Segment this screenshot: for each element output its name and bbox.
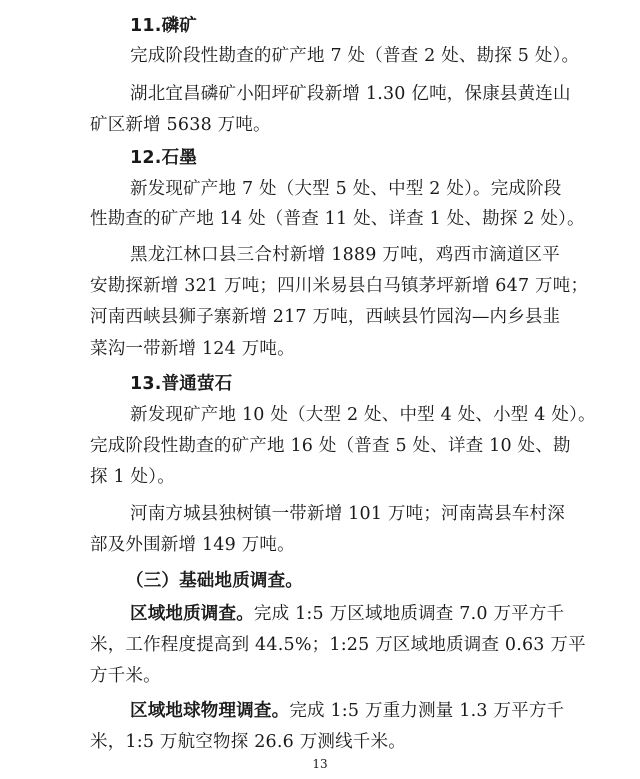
paragraph-line: 性勘查的矿产地 14 处（普查 11 处、详查 1 处、勘探 2 处）。 bbox=[90, 209, 585, 229]
paragraph-line: 黑龙江林口县三合村新增 1889 万吨，鸡西市滴道区平 bbox=[130, 245, 560, 265]
paragraph-line-regional-geology bbox=[130, 603, 565, 625]
regional-geophysics-lead: 区域地球物理调查。 bbox=[130, 701, 290, 721]
paragraph-line: 方千米。 bbox=[90, 666, 161, 686]
paragraph-line: 新发现矿产地 7 处（大型 5 处、中型 2 处）。完成阶段 bbox=[130, 179, 562, 199]
paragraph-line: 探 1 处）。 bbox=[90, 467, 175, 487]
paragraph-line: 河南西峡县狮子寨新增 217 万吨，西峡县竹园沟—内乡县韭 bbox=[90, 307, 561, 327]
paragraph-line-regional-geophysics bbox=[130, 700, 564, 722]
paragraph-line: 米，工作程度提高到 44.5%；1:25 万区域地质调查 0.63 万平 bbox=[90, 635, 586, 655]
regional-geophysics-text: 完成 1:5 万重力测量 1.3 万平方千 bbox=[289, 701, 565, 721]
paragraph-line: 米，1:5 万航空物探 26.6 万测线千米。 bbox=[90, 732, 406, 752]
section-heading-phosphate: 11.磷矿 bbox=[130, 16, 198, 36]
regional-geology-lead: 区域地质调查。 bbox=[130, 604, 254, 624]
paragraph-line: 菜沟一带新增 124 万吨。 bbox=[90, 339, 295, 359]
paragraph-line: 湖北宜昌磷矿小阳坪矿段新增 1.30 亿吨，保康县黄连山 bbox=[130, 84, 571, 104]
regional-geology-text: 完成 1:5 万区域地质调查 7.0 万平方千 bbox=[253, 604, 565, 624]
paragraph-line: 完成阶段性勘查的矿产地 7 处（普查 2 处、勘探 5 处）。 bbox=[130, 46, 580, 66]
section-heading-basic-survey: （三）基础地质调查。 bbox=[126, 571, 303, 591]
paragraph-line: 部及外围新增 149 万吨。 bbox=[90, 535, 295, 555]
section-heading-graphite: 12.石墨 bbox=[130, 148, 198, 168]
section-heading-fluorite: 13.普通萤石 bbox=[130, 374, 233, 394]
paragraph-line: 完成阶段性勘查的矿产地 16 处（普查 5 处、详查 10 处、勘 bbox=[90, 436, 571, 456]
paragraph-line: 新发现矿产地 10 处（大型 2 处、中型 4 处、小型 4 处）。 bbox=[130, 405, 596, 425]
paragraph-line: 安勘探新增 321 万吨；四川米易县白马镇茅坪新增 647 万吨； bbox=[90, 276, 589, 296]
page-number: 13 bbox=[312, 757, 328, 771]
paragraph-line: 河南方城县独树镇一带新增 101 万吨；河南嵩县车村深 bbox=[130, 504, 565, 524]
paragraph-line: 矿区新增 5638 万吨。 bbox=[90, 115, 271, 135]
